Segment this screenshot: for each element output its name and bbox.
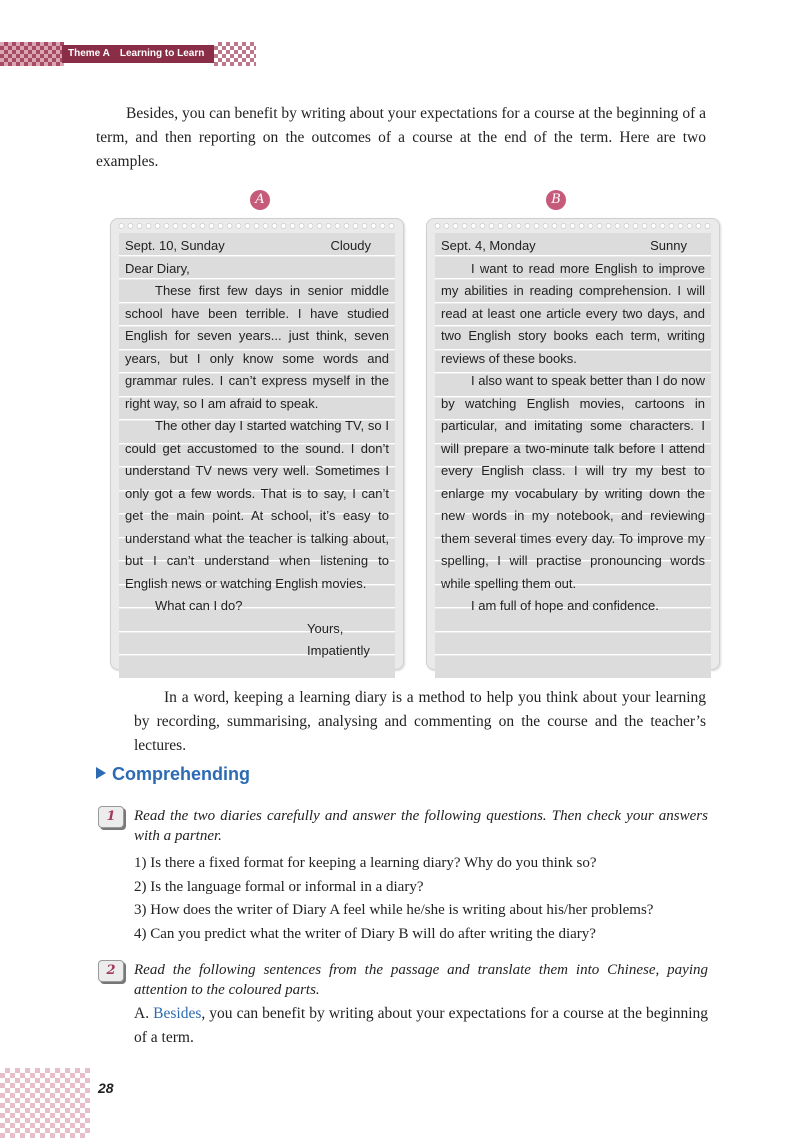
exercise-2-number: 2 (98, 960, 124, 982)
diary-a-greeting: Dear Diary, (125, 260, 190, 276)
summary-paragraph (134, 686, 706, 758)
page-number: 28 (98, 1080, 114, 1096)
diary-a-text (125, 235, 389, 663)
sentence-a-highlight: Besides (153, 1005, 202, 1022)
header-pixel-pattern-right (214, 42, 256, 66)
diary-b-weather: Sunny (650, 238, 687, 253)
footer-pixel-pattern (0, 1068, 90, 1138)
exercise-1-instruction: Read the two diaries carefully and answer the following questions. Then check your answers with a partner. (134, 808, 708, 844)
diary-a-closing: Yours, (307, 620, 344, 636)
triangle-bullet-icon (96, 767, 106, 779)
header-pixel-pattern-left (0, 42, 64, 66)
header-band (0, 42, 260, 66)
sentence-a-prefix: A. (134, 1005, 150, 1022)
header-title: Learning to Learn (119, 48, 205, 59)
exercise-1-number: 1 (98, 806, 124, 828)
exercise-2-sentence-a (134, 1002, 708, 1050)
section-title: Comprehending (112, 764, 250, 784)
diary-a-badge: A (250, 190, 270, 210)
diary-a-spiral-rings (117, 221, 397, 231)
header-theme: Theme A (68, 48, 110, 59)
diary-a-paragraph-2: The other day I started watching TV, so I could get accustomed to the sound. I don’t understand TV news very well. Sometimes I only got a few words. That is to say, I can’t get the main point. At school, it’s easy to understand what the teacher is talking about, but I can’t understand when listening to English news or watching English movies. (125, 418, 389, 591)
diary-b-paragraph-2: I also want to speak better than I do now by watching English movies, cartoons in particular, and imitating some characters. I will prepare a two-minute talk before I attend every English class. I will try my best to enlarge my vocabulary by writing down the new words in my notebook, and reviewing them several times every day. To improve my spelling, I will practise pronouncing words while spelling them out. (441, 373, 705, 591)
question-2: 2) Is the language formal or informal in a diary? (134, 878, 424, 895)
question-1: 1) Is there a fixed format for keeping a learning diary? Why do you think so? (134, 855, 597, 871)
diary-b-paragraph-1: I want to read more English to improve my abilities in reading comprehension. I will read at least one article every two days, and two English story books each term, writing reviews of these books. (441, 260, 705, 366)
diary-b-panel (426, 218, 720, 670)
sentence-a-rest: , you can benefit by writing about your expectations for a course at the beginning of a term. (134, 1005, 708, 1046)
header-label (62, 45, 214, 63)
diary-a-weather: Cloudy (330, 238, 371, 253)
question-3: 3) How does the writer of Diary A feel while he/she is writing about his/her problems? (134, 902, 654, 918)
diary-b-text (441, 235, 705, 618)
section-heading (96, 764, 250, 785)
question-4: 4) Can you predict what the writer of Diary B will do after writing the diary? (134, 925, 596, 942)
summary-text: In a word, keeping a learning diary is a method to help you think about your learning by recording, summarising, analysing and commenting on the course and the teacher’s lectures. (134, 689, 706, 754)
diary-b-spiral-rings (433, 221, 713, 231)
intro-text: Besides, you can benefit by writing about your expectations for a course at the beginning of a term, and then reporting on the outcomes of a course at the end of the term. Here are two examples. (96, 105, 706, 170)
diary-b-badge: B (546, 190, 566, 210)
diary-b-date: Sept. 4, Monday (441, 238, 536, 253)
diary-a-date: Sept. 10, Sunday (125, 238, 225, 253)
diary-a-signature: Impatiently (307, 643, 370, 658)
intro-paragraph (96, 102, 706, 174)
diary-b-paragraph-3: I am full of hope and confidence. (471, 598, 659, 613)
diary-a-paragraph-1: These first few days in senior middle school have been terrible. I have studied English for seven years... just think, seven years, but I only know some words and grammar rules. I can’t express myself in the right way, so I am afraid to speak. (125, 283, 389, 411)
diary-a-panel (110, 218, 404, 670)
exercise-2-instruction: Read the following sentences from the passage and translate them into Chinese, paying attention to the coloured parts. (134, 962, 708, 998)
diary-a-paragraph-3: What can I do? (155, 598, 243, 613)
exercise-1-questions (134, 852, 714, 946)
